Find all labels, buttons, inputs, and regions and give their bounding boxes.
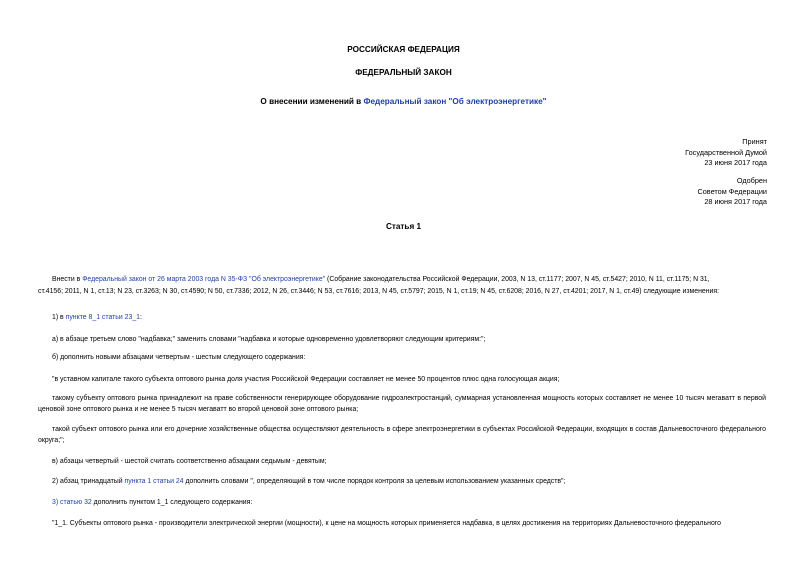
law-title-link[interactable]: Федеральный закон "Об электроэнергетике": [363, 97, 547, 106]
approved-block: [697, 176, 767, 208]
item-1: [52, 312, 142, 323]
item-a: а) в абзаце третьем слово "надбавка;" заменить словами "надбавка и которые одновременно удовлетворяют следующим критериям:";: [52, 336, 486, 343]
law-title: [0, 97, 807, 106]
intro-line-1: [52, 274, 710, 285]
item-1-link[interactable]: пункте 8_1 статьи 23_1: [65, 314, 140, 321]
item-1-pre: 1) в: [52, 314, 66, 321]
approved-body: Советом Федерации: [697, 186, 767, 196]
item-3-link[interactable]: статью 32: [60, 499, 92, 506]
accepted-date: 23 июня 2017 года: [704, 158, 767, 167]
item-2: [52, 476, 565, 487]
quote-2: такому субъекту оптового рынка принадлежит на праве собственности генерирующее оборудование гидроэлектростанций, суммарная установленная мощность которых составляет не менее 10 тысяч мегаватт в первой ценовой зоне оптового рынка и не менее 5 тысяч мегаватт во второй ценовой зоне оптового рынка;: [38, 395, 766, 414]
item-b: б) дополнить новыми абзацами четвертым - шестым следующего содержания:: [52, 354, 306, 361]
doc-type-heading: ФЕДЕРАЛЬНЫЙ ЗАКОН: [355, 68, 452, 77]
accepted-body: Государственной Думой: [685, 147, 767, 157]
accepted-line: Принят: [742, 137, 767, 146]
law-title-prefix: О внесении изменений в: [260, 97, 364, 106]
intro-pre: Внести в: [52, 276, 83, 283]
quote-4: "1_1. Субъекты оптового рынка - производители электрической энергии (мощности), к цене на мощность которых применяется надбавка, в целях достижения на территориях Дальневосточного федерального: [52, 520, 721, 527]
intro-line-2: ст.4156; 2011, N 1, ст.13; N 23, ст.3263; N 30, ст.4590; N 50, ст.7336; 2012, N 26, ст.3446; N 53, ст.7616; 2013, N 45, ст.5797; 2015, N 1, ст.19; N 45, ст.6208; 2016, N 27, ст.4201; 2017, N 1, ст.49) следующие изменения:: [38, 288, 720, 295]
accepted-block: [685, 137, 767, 169]
item-2-link[interactable]: пункта 1 статьи 24: [124, 478, 184, 485]
item-1-post: :: [139, 314, 142, 321]
approved-line: Одобрен: [736, 176, 767, 185]
item-v: в) абзацы четвертый - шестой считать соответственно абзацами седьмым - девятым;: [52, 458, 327, 465]
item-3-pre: 3): [52, 499, 61, 506]
item-2-post: дополнить словами ", определяющий в том числе порядок контроля за целевым использованием указанных средств";: [183, 478, 566, 485]
country-heading: РОССИЙСКАЯ ФЕДЕРАЦИЯ: [347, 45, 460, 54]
quote-3: такой субъект оптового рынка или его дочерние хозяйственные общества осуществляют деятельность в сфере электроэнергетики в субъектах Российской Федерации, входящих в состав Дальневосточного федерального округа;";: [38, 426, 766, 445]
intro-post: (Собрание законодательства Российской Федерации, 2003, N 13, ст.1177; 2007, N 45, ст.5427; 2010, N 11, ст.1175; N 31,: [325, 276, 710, 283]
intro-law-link[interactable]: Федеральный закон от 26 марта 2003 года N 35-ФЗ "Об электроэнергетике": [82, 276, 326, 283]
item-2-pre: 2) абзац тринадцатый: [52, 478, 125, 485]
quote-1: "в уставном капитале такого субъекта оптового рынка доля участия Российской Федерации составляет не менее 50 процентов плюс одна голосующая акция;: [52, 376, 560, 383]
item-3: [52, 497, 252, 508]
item-3-post: дополнить пунктом 1_1 следующего содержания:: [91, 499, 253, 506]
article-heading: Статья 1: [385, 222, 422, 231]
approved-date: 28 июня 2017 года: [704, 197, 767, 206]
